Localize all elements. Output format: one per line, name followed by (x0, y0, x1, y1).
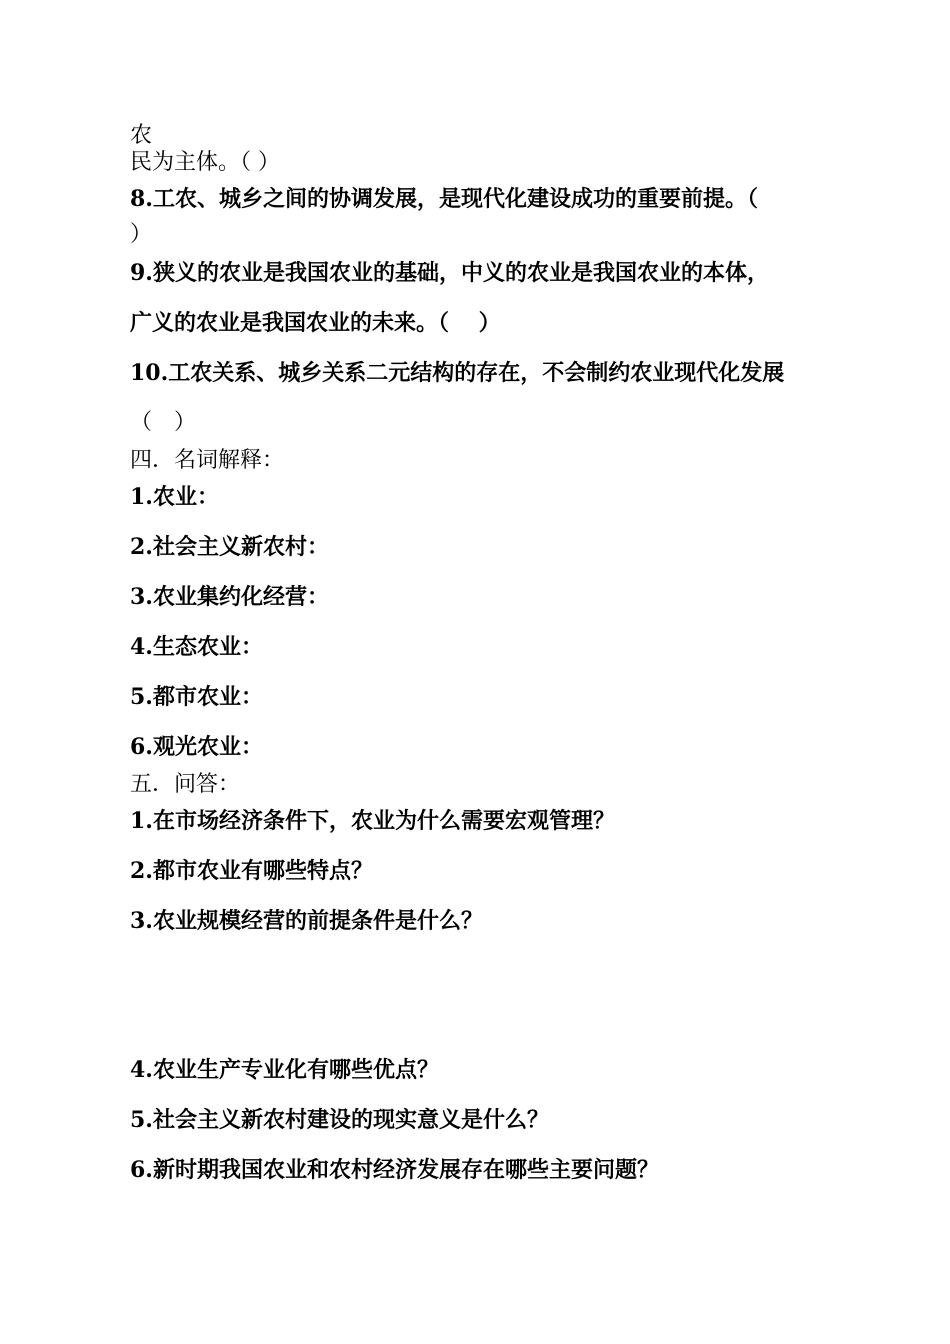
item-text: 社会主义新农村： (152, 534, 329, 560)
item-text: 广义的农业是我国农业的未来。（ ） (130, 310, 501, 336)
fragment-text: 民为主体。（ ） (130, 150, 280, 175)
judgment-item-10-continuation (130, 410, 196, 436)
question-item (130, 858, 373, 884)
item-number: 3. (130, 908, 153, 934)
item-number: 4. (130, 634, 153, 660)
item-text: 工农、城乡之间的协调发展，是现代化建设成功的重要前提。（ (152, 186, 758, 212)
question-item (130, 908, 483, 934)
item-number: 2. (130, 534, 153, 560)
item-number: 5. (130, 1107, 153, 1133)
item-number: 3. (130, 584, 153, 610)
fragment-text: 农 (130, 123, 153, 148)
term-item (130, 634, 263, 660)
item-number: 5. (130, 684, 153, 710)
item-text: 农业集约化经营： (152, 584, 329, 610)
section-heading-terms (130, 448, 284, 474)
item-text: 农业： (152, 484, 219, 510)
question-item (130, 808, 615, 834)
term-item (130, 684, 263, 710)
section-heading-text: 五．问答： (130, 772, 241, 797)
question-item (130, 1157, 659, 1183)
item-number: 6. (130, 734, 153, 760)
item-number: 1. (130, 484, 153, 510)
judgment-item-8-continuation (130, 222, 152, 248)
item-text: 观光农业： (152, 734, 263, 760)
item-text: 工农关系、城乡关系二元结构的存在，不会制约农业现代化发展 (168, 360, 785, 386)
fragment-line-1 (130, 123, 152, 149)
item-text: 在市场经济条件下，农业为什么需要宏观管理？ (152, 808, 615, 834)
item-text: 都市农业有哪些特点？ (152, 858, 373, 884)
term-item (130, 484, 219, 510)
item-number: 9. (130, 260, 153, 286)
item-text: 生态农业： (152, 634, 263, 660)
term-item (130, 734, 263, 760)
item-number: 6. (130, 1157, 153, 1183)
item-text: （ ） (130, 410, 197, 435)
judgment-item-9 (130, 260, 769, 286)
judgment-item-10 (130, 360, 784, 386)
item-number: 8. (130, 186, 153, 212)
section-heading-text: 四．名词解释： (130, 448, 285, 473)
term-item (130, 534, 329, 560)
item-number: 10. (130, 360, 169, 386)
judgment-item-9-continuation (130, 310, 501, 336)
item-number: 1. (130, 808, 153, 834)
item-text: 农业规模经营的前提条件是什么？ (152, 908, 483, 934)
item-text: 新时期我国农业和农村经济发展存在哪些主要问题？ (152, 1157, 659, 1183)
item-text: 都市农业： (152, 684, 263, 710)
item-number: 2. (130, 858, 153, 884)
item-text: 农业生产专业化有哪些优点？ (152, 1057, 439, 1083)
question-item (130, 1107, 549, 1133)
item-text: 狭义的农业是我国农业的基础，中义的农业是我国农业的本体， (152, 260, 769, 286)
question-item (130, 1057, 439, 1083)
item-number: 4. (130, 1057, 153, 1083)
term-item (130, 584, 329, 610)
judgment-item-8 (130, 186, 758, 212)
section-heading-questions (130, 772, 240, 798)
item-text: 社会主义新农村建设的现实意义是什么？ (152, 1107, 549, 1133)
item-text: ） (130, 222, 153, 247)
fragment-line-2 (130, 150, 280, 176)
